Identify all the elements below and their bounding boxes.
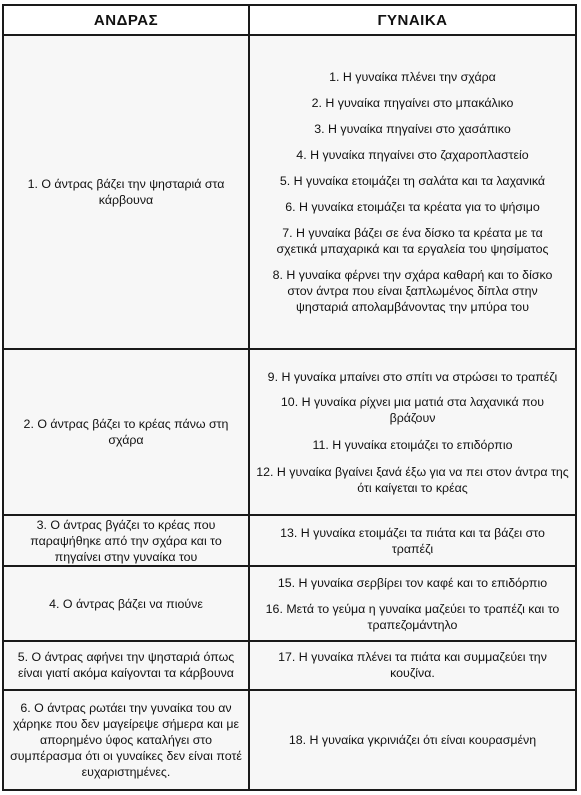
woman-cell	[249, 641, 575, 690]
table-row	[4, 566, 575, 641]
header-row	[4, 6, 575, 35]
list-item: 15. Η γυναίκα σερβίρει τον καφέ και το επιδόρπιο	[277, 575, 548, 590]
list-item: 6. Η γυναίκα ετοιμάζει τα κρέατα για το ψήσιμο	[285, 200, 540, 215]
list-item: 11. Η γυναίκα ετοιμάζει το επιδόρπιο	[312, 437, 513, 452]
list-item: 9. Η γυναίκα μπαίνει στο σπίτι να στρώσει το τραπέζι	[267, 369, 558, 384]
list-item: 12. Η γυναίκα βγαίνει ξανά έξω για να πει στον άντρα της ότι καίγεται το κρέας	[256, 464, 569, 495]
list-item: 10. Η γυναίκα ρίχνει μια ματιά στα λαχανικά που βράζουν	[280, 394, 545, 425]
table-row	[4, 35, 575, 349]
list-item: 17. Η γυναίκα πλένει τα πιάτα και συμμαζεύει την κουζίνα.	[278, 650, 547, 681]
woman-list	[256, 65, 569, 319]
list-item: 13. Η γυναίκα ετοιμάζει τα πιάτα και τα βάζει στο τραπέζι	[280, 525, 545, 556]
table-row	[4, 641, 575, 690]
table-row	[4, 515, 575, 566]
list-item: 16. Μετά το γεύμα η γυναίκα μαζεύει το τραπέζι και το τραπεζομάντηλο	[265, 601, 560, 632]
man-cell: 3. Ο άντρας βγάζει το κρέας που παραψήθηκε από την σχάρα και το πηγαίνει στην γυναίκα του	[4, 515, 249, 566]
table-row	[4, 349, 575, 515]
list-item: 3. Η γυναίκα πηγαίνει στο χασάπικο	[314, 122, 511, 137]
man-cell: 5. Ο άντρας αφήνει την ψησταριά όπως είναι γιατί ακόμα καίγονται τα κάρβουνα	[4, 641, 249, 690]
man-cell: 4. Ο άντρας βάζει να πιούνε	[4, 566, 249, 641]
woman-list	[256, 365, 569, 500]
table-row	[4, 690, 575, 789]
list-item: 7. Η γυναίκα βάζει σε ένα δίσκο τα κρέατα με τα σχετικά μπαχαρικά και τα εργαλεία του ψησίματος	[276, 226, 549, 257]
man-cell: 6. Ο άντρας ρωτάει την γυναίκα του αν χάρηκε που δεν μαγείρεψε σήμερα και με απορημένο ύφος καταλήγει στο συμπέρασμα ότι οι γυναίκες δεν είναι ποτέ ευχαριστημένες.	[4, 690, 249, 789]
woman-list	[256, 573, 569, 635]
table-body	[4, 35, 575, 789]
woman-list	[256, 525, 569, 557]
man-cell: 1. Ο άντρας βάζει την ψησταριά στα κάρβουνα	[4, 35, 249, 349]
woman-list	[256, 649, 569, 681]
chores-table	[4, 6, 575, 789]
header-woman: ΓΥΝΑΙΚΑ	[249, 6, 575, 35]
man-cell: 2. Ο άντρας βάζει το κρέας πάνω στη σχάρα	[4, 349, 249, 515]
woman-list	[256, 728, 569, 752]
list-item: 1. Η γυναίκα πλένει την σχάρα	[329, 70, 496, 85]
woman-cell	[249, 349, 575, 515]
list-item: 4. Η γυναίκα πηγαίνει στο ζαχαροπλαστείο	[296, 148, 529, 163]
woman-cell	[249, 515, 575, 566]
woman-cell	[249, 35, 575, 349]
woman-cell	[249, 566, 575, 641]
list-item: 2. Η γυναίκα πηγαίνει στο μπακάλικο	[311, 96, 514, 111]
list-item: 8. Η γυναίκα φέρνει την σχάρα καθαρή και το δίσκο στον άντρα που είναι ξαπλωμένος δίπλα στην ψησταριά απολαμβάνοντας την μπύρα του	[272, 268, 553, 315]
header-man: ΑΝΔΡΑΣ	[4, 6, 249, 35]
woman-cell	[249, 690, 575, 789]
list-item: 5. Η γυναίκα ετοιμάζει τη σαλάτα και τα λαχανικά	[279, 174, 546, 189]
list-item: 18. Η γυναίκα γκρινιάζει ότι είναι κουρασμένη	[288, 732, 537, 747]
chores-table-frame	[2, 4, 577, 791]
